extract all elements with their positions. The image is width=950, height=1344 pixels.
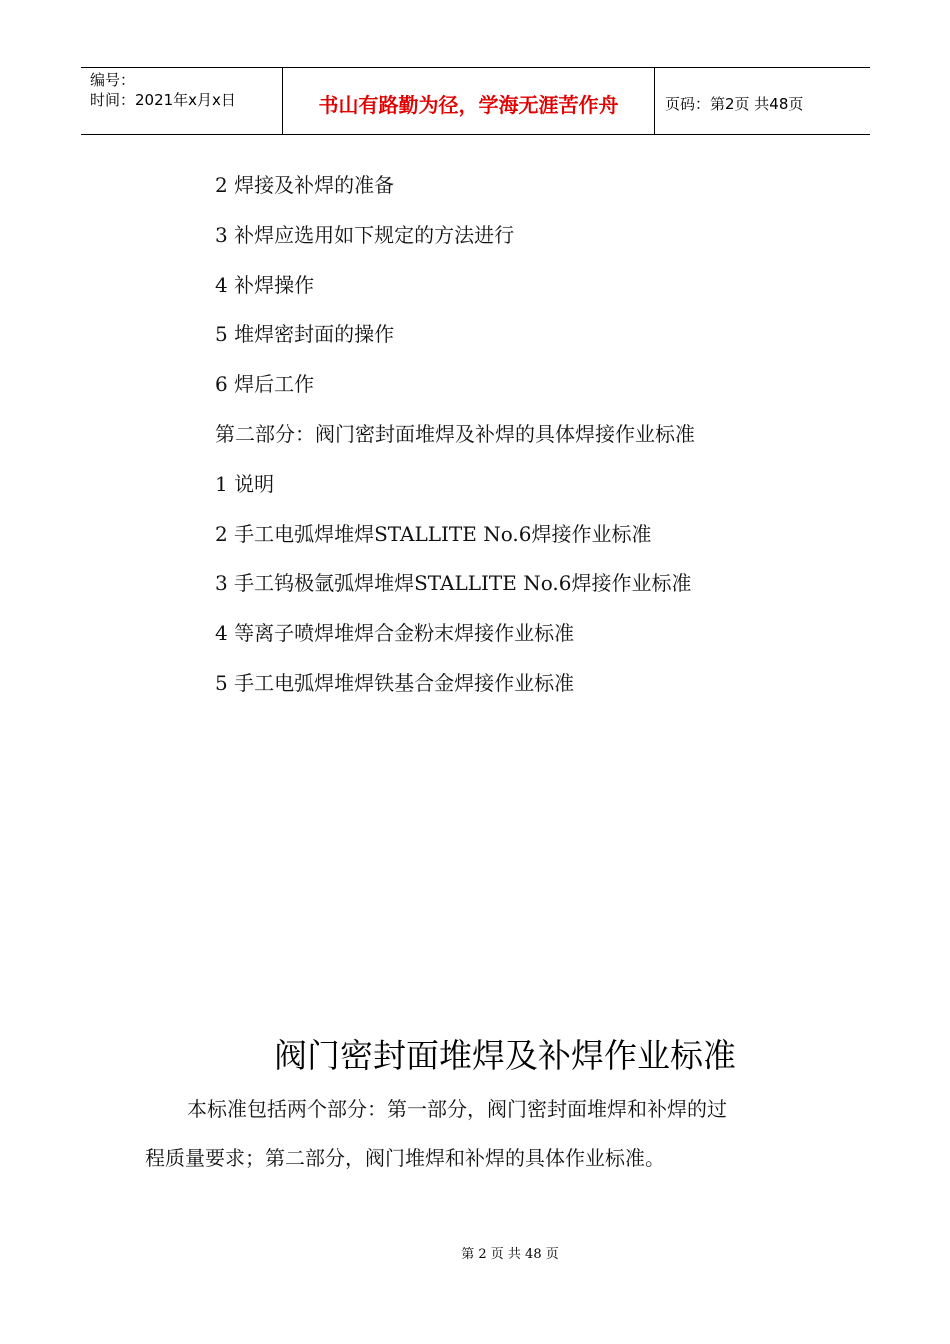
document-date: 时间：2021年x月x日	[90, 91, 236, 109]
intro-paragraph-line: 程质量要求；第二部分，阀门堆焊和补焊的具体作业标准。	[145, 1146, 665, 1170]
toc-item: 4 补焊操作	[215, 273, 315, 297]
toc-item: 4 等离子喷焊堆焊合金粉末焊接作业标准	[215, 621, 575, 645]
header-middle-cell	[282, 68, 655, 134]
toc-item: 5 手工电弧焊堆焊铁基合金焊接作业标准	[215, 671, 575, 695]
toc-item: 1 说明	[215, 472, 275, 496]
toc-item: 3 手工钨极氩弧焊堆焊STALLITE No.6焊接作业标准	[215, 571, 692, 595]
toc-item: 3 补焊应选用如下规定的方法进行	[215, 223, 515, 247]
header-left-cell	[81, 68, 282, 134]
toc-item: 2 焊接及补焊的准备	[215, 173, 395, 197]
header-right-cell	[655, 68, 870, 134]
page-header	[81, 67, 870, 135]
toc-item: 5 堆焊密封面的操作	[215, 322, 395, 346]
toc-item: 6 焊后工作	[215, 372, 315, 396]
toc-item: 2 手工电弧焊堆焊STALLITE No.6焊接作业标准	[215, 522, 652, 546]
toc-section-heading: 第二部分：阀门密封面堆焊及补焊的具体焊接作业标准	[215, 422, 695, 446]
header-page-info: 页码：第2页 共48页	[665, 95, 804, 113]
document-number-label: 编号：	[90, 71, 136, 89]
page-footer: 第 2 页 共 48 页	[461, 1247, 559, 1262]
intro-paragraph-line: 本标准包括两个部分：第一部分，阀门密封面堆焊和补焊的过	[187, 1097, 727, 1121]
header-motto: 书山有路勤为径，学海无涯苦作舟	[318, 93, 619, 117]
document-title: 阀门密封面堆焊及补焊作业标准	[274, 1036, 736, 1075]
